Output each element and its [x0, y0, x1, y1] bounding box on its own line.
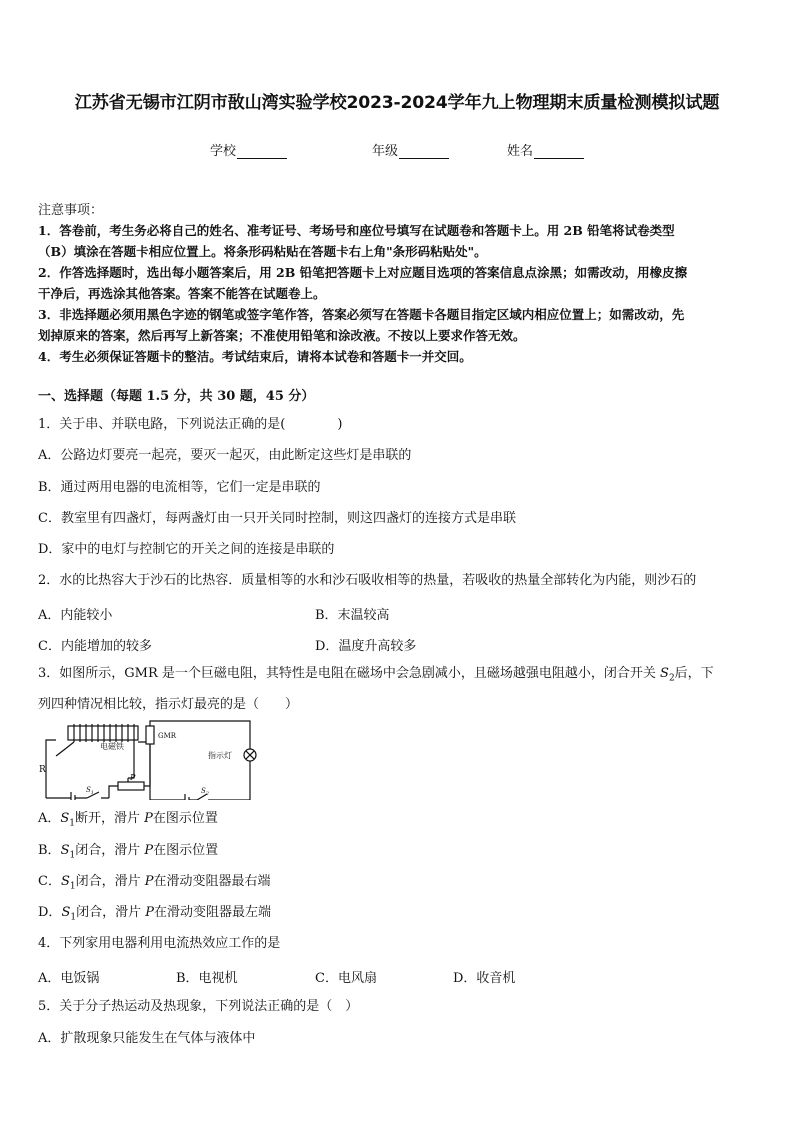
rheostat [118, 782, 144, 790]
school-label: 学校 [210, 144, 237, 159]
question-4-option-d: D．收音机 [453, 971, 516, 986]
question-1-stem: 1．关于串、并联电路，下列说法正确的是( ) [38, 417, 343, 432]
electromagnet-label: 电磁铁 [100, 742, 124, 751]
notice-line: 1．答卷前，考生务必将自己的姓名、准考证号、考场号和座位号填写在试题卷和答题卡上。用 2B 铅笔将试卷类型 [38, 223, 675, 238]
question-1-option-a: A．公路边灯要亮一起亮，要灭一起灭，由此断定这些灯是串联的 [38, 448, 412, 463]
question-3-option-a: A．$S_1$断开，滑片 P在图示位置 [38, 811, 218, 829]
right-circuit-right-wire [215, 761, 250, 800]
section-heading: 一、选择题（每题 1.5 分，共 30 题，45 分） [38, 389, 315, 404]
question-1-option-d: D．家中的电灯与控制它的开关之间的连接是串联的 [38, 542, 335, 557]
right-wire-left-circuit [138, 742, 150, 786]
gmr-resistor [146, 726, 154, 744]
grade-label: 年级 [372, 144, 399, 159]
question-4-stem: 4．下列家用电器利用电流热效应工作的是 [38, 936, 281, 951]
grade-blank [399, 145, 449, 159]
school-blank [237, 145, 287, 159]
notice-line: 划掉原来的答案，然后再写上新答案；不准使用铅笔和涂改液。不按以上要求作答无效。 [38, 328, 526, 343]
notice-line: （B）填涂在答题卡相应位置上。将条形码粘贴在答题卡右上角"条形码粘贴处"。 [38, 244, 487, 259]
battery-2 [185, 794, 189, 800]
lamp-label: 指示灯 [208, 751, 232, 760]
s2-label: $S_2$ [201, 787, 209, 797]
question-5-option-a: A．扩散现象只能发生在气体与液体中 [38, 1031, 256, 1046]
notice-line: 3．非选择题必须用黑色字迹的钢笔或签字笔作答，答案必须写在答题卡各题目指定区域内相应位置上；如需改动，先 [38, 307, 685, 322]
question-3-option-c: C．$S_1$闭合，滑片 P在滑动变阻器最右端 [38, 874, 271, 892]
gmr-label: GMR [158, 732, 177, 740]
exam-title: 江苏省无锡市江阴市敔山湾实验学校2023-2024学年九上物理期末质量检测模拟试题 [74, 93, 720, 113]
left-wire [46, 740, 74, 798]
question-2-option-a: A．内能较小 [38, 608, 113, 623]
notice-heading: 注意事项： [38, 203, 104, 218]
name-field [507, 140, 584, 159]
gmr-circuit-diagram [38, 720, 264, 800]
question-1-option-b: B．通过两用电器的电流相等，它们一定是串联的 [38, 480, 321, 495]
school-field [210, 140, 287, 159]
notice-line: 4．考生必须保证答题卡的整洁。考试结束后，请将本试卷和答题卡一并交回。 [38, 349, 472, 364]
question-1-option-c: C．教室里有四盏灯，每两盏灯由一只开关同时控制，则这四盏灯的连接方式是串联 [38, 511, 516, 526]
notice-line: 干净后，再选涂其他答案。答案不能答在试题卷上。 [38, 286, 326, 301]
question-5-stem: 5．关于分子热运动及热现象，下列说法正确的是（ ） [38, 999, 359, 1014]
question-4-option-a: A．电饭锅 [38, 971, 100, 986]
question-2-option-b: B．末温较高 [315, 608, 390, 623]
right-circuit-left-wire [150, 744, 185, 800]
question-2-stem: 2．水的比热容大于沙石的比热容．质量相等的水和沙石吸收相等的热量，若吸收的热量全部转化为内能，则沙石的 [38, 573, 697, 588]
question-3-stem-line-2: 列四种情况相比较，指示灯最亮的是（ ） [38, 697, 299, 712]
question-2-option-c: C．内能增加的较多 [38, 639, 152, 654]
s1-label: $S_1$ [86, 786, 94, 796]
name-label: 姓名 [507, 144, 534, 159]
question-2-option-d: D．温度升高较多 [315, 639, 417, 654]
r-label: R [39, 765, 46, 775]
p-label: P [130, 773, 136, 782]
battery-1 [71, 792, 75, 800]
question-4-option-b: B．电视机 [176, 971, 238, 986]
question-3-option-d: D．$S_1$闭合，滑片 P在滑动变阻器最左端 [38, 905, 271, 923]
grade-field [372, 140, 449, 159]
question-3-option-b: B．$S_1$闭合，滑片 P在图示位置 [38, 843, 219, 861]
notice-line: 2．作答选择题时，选出每小题答案后，用 2B 铅笔把答题卡上对应题目选项的答案信息点涂黑；如需改动，用橡皮擦 [38, 265, 688, 280]
question-4-option-c: C．电风扇 [315, 971, 377, 986]
question-3-stem-line-1: 3．如图所示，GMR 是一个巨磁电阻，其特性是电阻在磁场中会急剧减小，且磁场越强电阻越小，闭合开关 $S_2$后，下 [38, 666, 714, 684]
name-blank [534, 145, 584, 159]
